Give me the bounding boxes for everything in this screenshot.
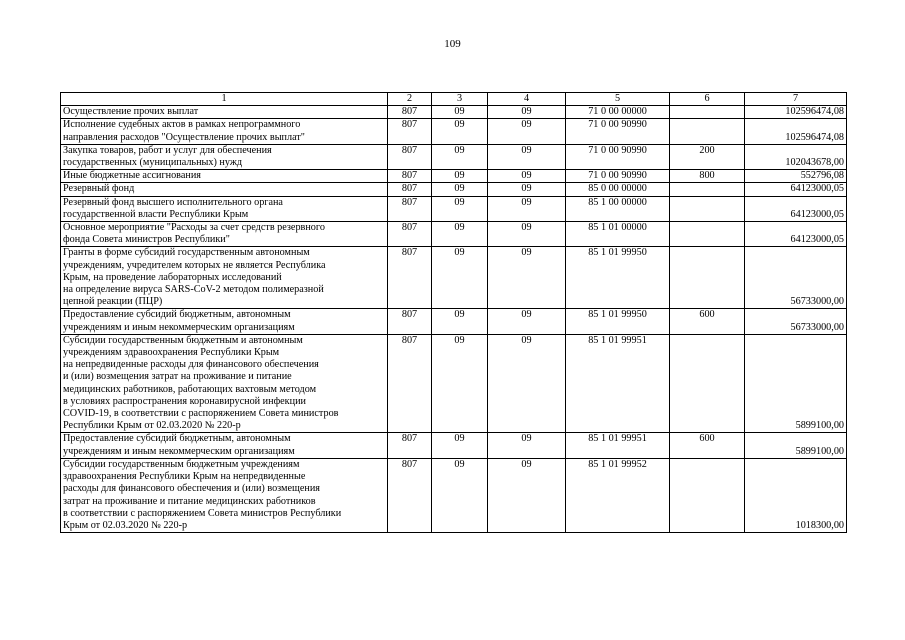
section-code: 09 bbox=[432, 309, 488, 334]
table-row bbox=[61, 170, 847, 183]
subsection-code: 09 bbox=[488, 106, 566, 119]
description-line: здравоохранения Республики Крым на непредвиденные bbox=[63, 471, 306, 483]
description-line: расходы для финансового обеспечения и (или) возмещения bbox=[63, 483, 320, 495]
description-line: и (или) возмещения затрат на проживание и питание bbox=[63, 371, 292, 383]
ministry-code: 807 bbox=[388, 106, 432, 119]
expense-type-code bbox=[670, 106, 745, 119]
description-line: Крым, на проведение лабораторных исследований bbox=[63, 271, 282, 283]
expense-type-code bbox=[670, 119, 745, 144]
description-line: направления расходов "Осуществление прочих выплат" bbox=[63, 131, 305, 143]
section-code: 09 bbox=[432, 247, 488, 309]
subsection-code: 09 bbox=[488, 170, 566, 183]
row-description bbox=[61, 170, 388, 183]
description-line: учреждениям, учредителем которых не является Республика bbox=[63, 259, 326, 271]
amount: 64123000,05 bbox=[745, 196, 847, 221]
ministry-code: 807 bbox=[388, 183, 432, 196]
target-article-code: 85 1 01 99952 bbox=[566, 458, 670, 532]
target-article-code: 85 0 00 00000 bbox=[566, 183, 670, 196]
description-line: затрат на проживание и питание медицинских работников bbox=[63, 495, 316, 507]
ministry-code: 807 bbox=[388, 309, 432, 334]
target-article-code: 85 1 00 00000 bbox=[566, 196, 670, 221]
description-line: Закупка товаров, работ и услуг для обеспечения bbox=[63, 144, 272, 156]
description-line: на непредвиденные расходы для финансового обеспечения bbox=[63, 359, 319, 371]
table-header-row bbox=[61, 93, 847, 106]
section-code: 09 bbox=[432, 458, 488, 532]
description-line: Гранты в форме субсидий государственным автономным bbox=[63, 247, 310, 259]
description-line: Субсидии государственным бюджетным учреждениям bbox=[63, 458, 300, 470]
table-row bbox=[61, 247, 847, 309]
section-code: 09 bbox=[432, 106, 488, 119]
table-row bbox=[61, 119, 847, 144]
description-line: COVID-19, в соответствии с распоряжением Совета министров bbox=[63, 408, 339, 420]
table-row bbox=[61, 222, 847, 247]
table-body bbox=[61, 93, 847, 533]
amount: 5899100,00 bbox=[745, 433, 847, 458]
expense-type-code bbox=[670, 183, 745, 196]
table-row bbox=[61, 144, 847, 169]
description-line: государственной власти Республики Крым bbox=[63, 208, 249, 220]
row-description bbox=[61, 119, 388, 144]
amount: 102596474,08 bbox=[745, 119, 847, 144]
row-description bbox=[61, 334, 388, 433]
ministry-code: 807 bbox=[388, 144, 432, 169]
header-cell: 4 bbox=[488, 93, 566, 106]
page-number: 109 bbox=[444, 38, 461, 50]
header-cell: 1 bbox=[61, 93, 388, 106]
subsection-code: 09 bbox=[488, 144, 566, 169]
section-code: 09 bbox=[432, 183, 488, 196]
description-line: Резервный фонд высшего исполнительного органа bbox=[63, 196, 283, 208]
description-line: на определение вируса SARS-CoV-2 методом полимеразной bbox=[63, 284, 324, 296]
description-line: цепной реакции (ПЦР) bbox=[63, 296, 163, 308]
table-row bbox=[61, 106, 847, 119]
section-code: 09 bbox=[432, 144, 488, 169]
target-article-code: 85 1 01 99950 bbox=[566, 247, 670, 309]
section-code: 09 bbox=[432, 119, 488, 144]
description-line: учреждениям здравоохранения Республики Крым bbox=[63, 347, 280, 359]
row-description bbox=[61, 433, 388, 458]
description-line: Республики Крым от 02.03.2020 № 220-р bbox=[63, 420, 241, 432]
ministry-code: 807 bbox=[388, 119, 432, 144]
expense-type-code bbox=[670, 196, 745, 221]
amount: 56733000,00 bbox=[745, 309, 847, 334]
table-row bbox=[61, 433, 847, 458]
subsection-code: 09 bbox=[488, 183, 566, 196]
row-description bbox=[61, 247, 388, 309]
table-row bbox=[61, 183, 847, 196]
header-cell: 7 bbox=[745, 93, 847, 106]
row-description bbox=[61, 183, 388, 196]
target-article-code: 71 0 00 90990 bbox=[566, 170, 670, 183]
description-line: учреждениям и иным некоммерческим организациям bbox=[63, 321, 295, 333]
section-code: 09 bbox=[432, 196, 488, 221]
amount: 56733000,00 bbox=[745, 247, 847, 309]
subsection-code: 09 bbox=[488, 119, 566, 144]
section-code: 09 bbox=[432, 222, 488, 247]
subsection-code: 09 bbox=[488, 196, 566, 221]
target-article-code: 71 0 00 90990 bbox=[566, 119, 670, 144]
ministry-code: 807 bbox=[388, 170, 432, 183]
description-line: учреждениям и иным некоммерческим организациям bbox=[63, 445, 295, 457]
target-article-code: 85 1 01 99950 bbox=[566, 309, 670, 334]
expense-type-code bbox=[670, 334, 745, 433]
section-code: 09 bbox=[432, 433, 488, 458]
description-line: Субсидии государственным бюджетным и автономным bbox=[63, 334, 303, 346]
expense-type-code: 800 bbox=[670, 170, 745, 183]
expense-type-code: 200 bbox=[670, 144, 745, 169]
table-row bbox=[61, 334, 847, 433]
target-article-code: 71 0 00 00000 bbox=[566, 106, 670, 119]
table-row bbox=[61, 458, 847, 532]
description-line: Крым от 02.03.2020 № 220-р bbox=[63, 519, 188, 531]
budget-table bbox=[60, 92, 847, 533]
ministry-code: 807 bbox=[388, 334, 432, 433]
header-cell: 2 bbox=[388, 93, 432, 106]
amount: 1018300,00 bbox=[745, 458, 847, 532]
expense-type-code bbox=[670, 222, 745, 247]
description-line: Иные бюджетные ассигнования bbox=[63, 170, 201, 182]
row-description bbox=[61, 106, 388, 119]
expense-type-code: 600 bbox=[670, 309, 745, 334]
description-line: медицинских работников, работающих вахтовым методом bbox=[63, 383, 317, 395]
ministry-code: 807 bbox=[388, 196, 432, 221]
row-description bbox=[61, 222, 388, 247]
description-line: Основное мероприятие "Расходы за счет средств резервного bbox=[63, 222, 325, 234]
subsection-code: 09 bbox=[488, 222, 566, 247]
header-cell: 6 bbox=[670, 93, 745, 106]
target-article-code: 85 1 01 00000 bbox=[566, 222, 670, 247]
description-line: Предоставление субсидий бюджетным, автономным bbox=[63, 433, 291, 445]
header-cell: 5 bbox=[566, 93, 670, 106]
expense-type-code bbox=[670, 247, 745, 309]
row-description bbox=[61, 144, 388, 169]
description-line: государственных (муниципальных) нужд bbox=[63, 157, 243, 169]
amount: 552796,08 bbox=[745, 170, 847, 183]
subsection-code: 09 bbox=[488, 433, 566, 458]
row-description bbox=[61, 196, 388, 221]
ministry-code: 807 bbox=[388, 433, 432, 458]
section-code: 09 bbox=[432, 170, 488, 183]
ministry-code: 807 bbox=[388, 247, 432, 309]
target-article-code: 85 1 01 99951 bbox=[566, 334, 670, 433]
amount: 64123000,05 bbox=[745, 222, 847, 247]
subsection-code: 09 bbox=[488, 458, 566, 532]
description-line: в соответствии с распоряжением Совета министров Республики bbox=[63, 507, 342, 519]
description-line: Предоставление субсидий бюджетным, автономным bbox=[63, 309, 291, 321]
description-line: Резервный фонд bbox=[63, 183, 135, 195]
description-line: Осуществление прочих выплат bbox=[63, 106, 199, 118]
amount: 102043678,00 bbox=[745, 144, 847, 169]
subsection-code: 09 bbox=[488, 247, 566, 309]
expense-type-code: 600 bbox=[670, 433, 745, 458]
subsection-code: 09 bbox=[488, 309, 566, 334]
description-line: фонда Совета министров Республики" bbox=[63, 234, 230, 246]
amount: 64123000,05 bbox=[745, 183, 847, 196]
ministry-code: 807 bbox=[388, 222, 432, 247]
description-line: в условиях распространения коронавирусной инфекции bbox=[63, 395, 306, 407]
description-line: Исполнение судебных актов в рамках непрограммного bbox=[63, 119, 301, 131]
row-description bbox=[61, 309, 388, 334]
table-row bbox=[61, 196, 847, 221]
expense-type-code bbox=[670, 458, 745, 532]
target-article-code: 71 0 00 90990 bbox=[566, 144, 670, 169]
amount: 102596474,08 bbox=[745, 106, 847, 119]
subsection-code: 09 bbox=[488, 334, 566, 433]
row-description bbox=[61, 458, 388, 532]
amount: 5899100,00 bbox=[745, 334, 847, 433]
header-cell: 3 bbox=[432, 93, 488, 106]
target-article-code: 85 1 01 99951 bbox=[566, 433, 670, 458]
ministry-code: 807 bbox=[388, 458, 432, 532]
section-code: 09 bbox=[432, 334, 488, 433]
table-row bbox=[61, 309, 847, 334]
